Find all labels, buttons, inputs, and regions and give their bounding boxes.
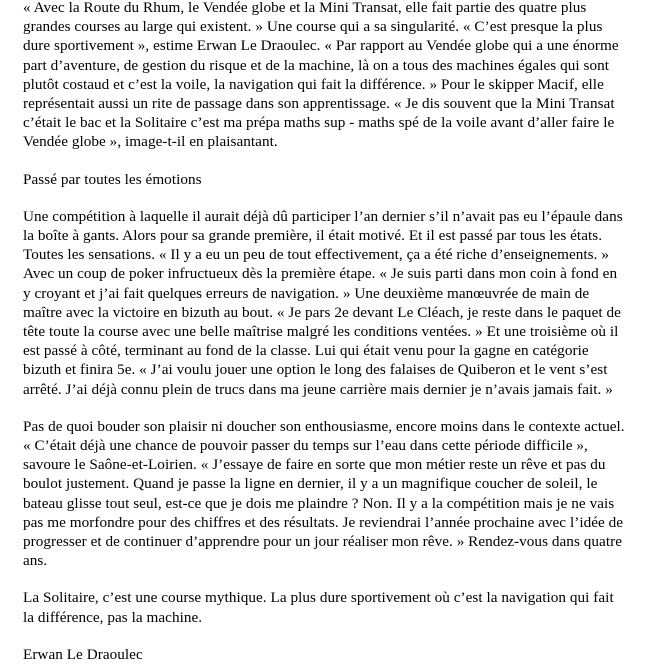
paragraph-quote: La Solitaire, c’est une course mythique. La plus dure sportivement où c’est la navigation qui fait la différence, pas la machine. xyxy=(23,589,614,626)
section-heading: Passé par toutes les émotions xyxy=(23,170,202,188)
author-signature: Erwan Le Draoulec xyxy=(23,645,143,663)
paragraph-competition: Une compétition à laquelle il aurait déjà dû participer l’an dernier s’il n’avait pas eu l’épaule dans la boîte à gants. Alors pour sa grande première, il était motivé. Et il est passé par tous les états. Toutes les sensations. « Il y a eu un peu de tout effectivement, ça a été riche d’enseignements. » Avec un coup de poker infructueux dès la première étape. « Je suis parti dans mon coin à fond en y croyant et j’ai fait quelques erreurs de navigation. » Une deuxième manœuvrée de main de maître avec la victoire en bizuth au bout. « Je pars 2e devant Le Cléach, je reste dans le paquet de tête toute la course avec une belle maîtrise malgré les conditions ventées. » Et une troisième où il est passé à côté, terminant au fond de la classe. Lui qui était venu pour la gagne en catégorie bizuth et finira 5e. « J’ai voulu jouer une option le long des falaises de Quiberon et le vent s’est arrêté. J’ai déjà connu plein de trucs dans ma jeune carrière mais dernier je n’avais jamais fait. » xyxy=(23,207,623,398)
paragraph-intro: « Avec la Route du Rhum, le Vendée globe et la Mini Transat, elle fait partie des quatre plus grandes courses au large qui existent. » Une course qui a sa singularité. « C’est presque la plus dure sportivement », estime Erwan Le Draoulec. « Par rapport au Vendée globe qui a une énorme part d’aventure, de gestion du risque et de la machine, là on a tous des machines égales qui sont plutôt costaud et c’est la voile, la navigation qui fait la différence. » Pour le skipper Macif, elle représentait aussi un rite de passage dans son apprentissage. « Je dis souvent que la Mini Transat c’était le bac et la Solitaire c’est ma prépa maths sup - maths spé de la voile avant d’aller faire le Vendée globe », image-t-il en plaisantant. xyxy=(23,0,619,151)
article-body xyxy=(23,0,628,664)
paragraph-enthusiasm: Pas de quoi bouder son plaisir ni doucher son enthousiasme, encore moins dans le contexte actuel. « C’était déjà une chance de pouvoir passer du temps sur l’eau dans cette période difficile », savoure le Saône-et-Loirien. « J’essaye de faire en sorte que mon métier reste un rêve et pas du boulot justement. Quand je passe la ligne en dernier, il y a un magnifique coucher de soleil, le bateau glisse tout seul, est-ce que je dois me plaindre ? Non. Il y a la compétition mais je ne vais pas me morfondre pour des chiffres et des résultats. Je reviendrai l’année prochaine avec l’idée de progresser et de continuer d’apprendre pour un jour réaliser mon rêve. » Rendez-vous dans quatre ans. xyxy=(23,417,625,570)
